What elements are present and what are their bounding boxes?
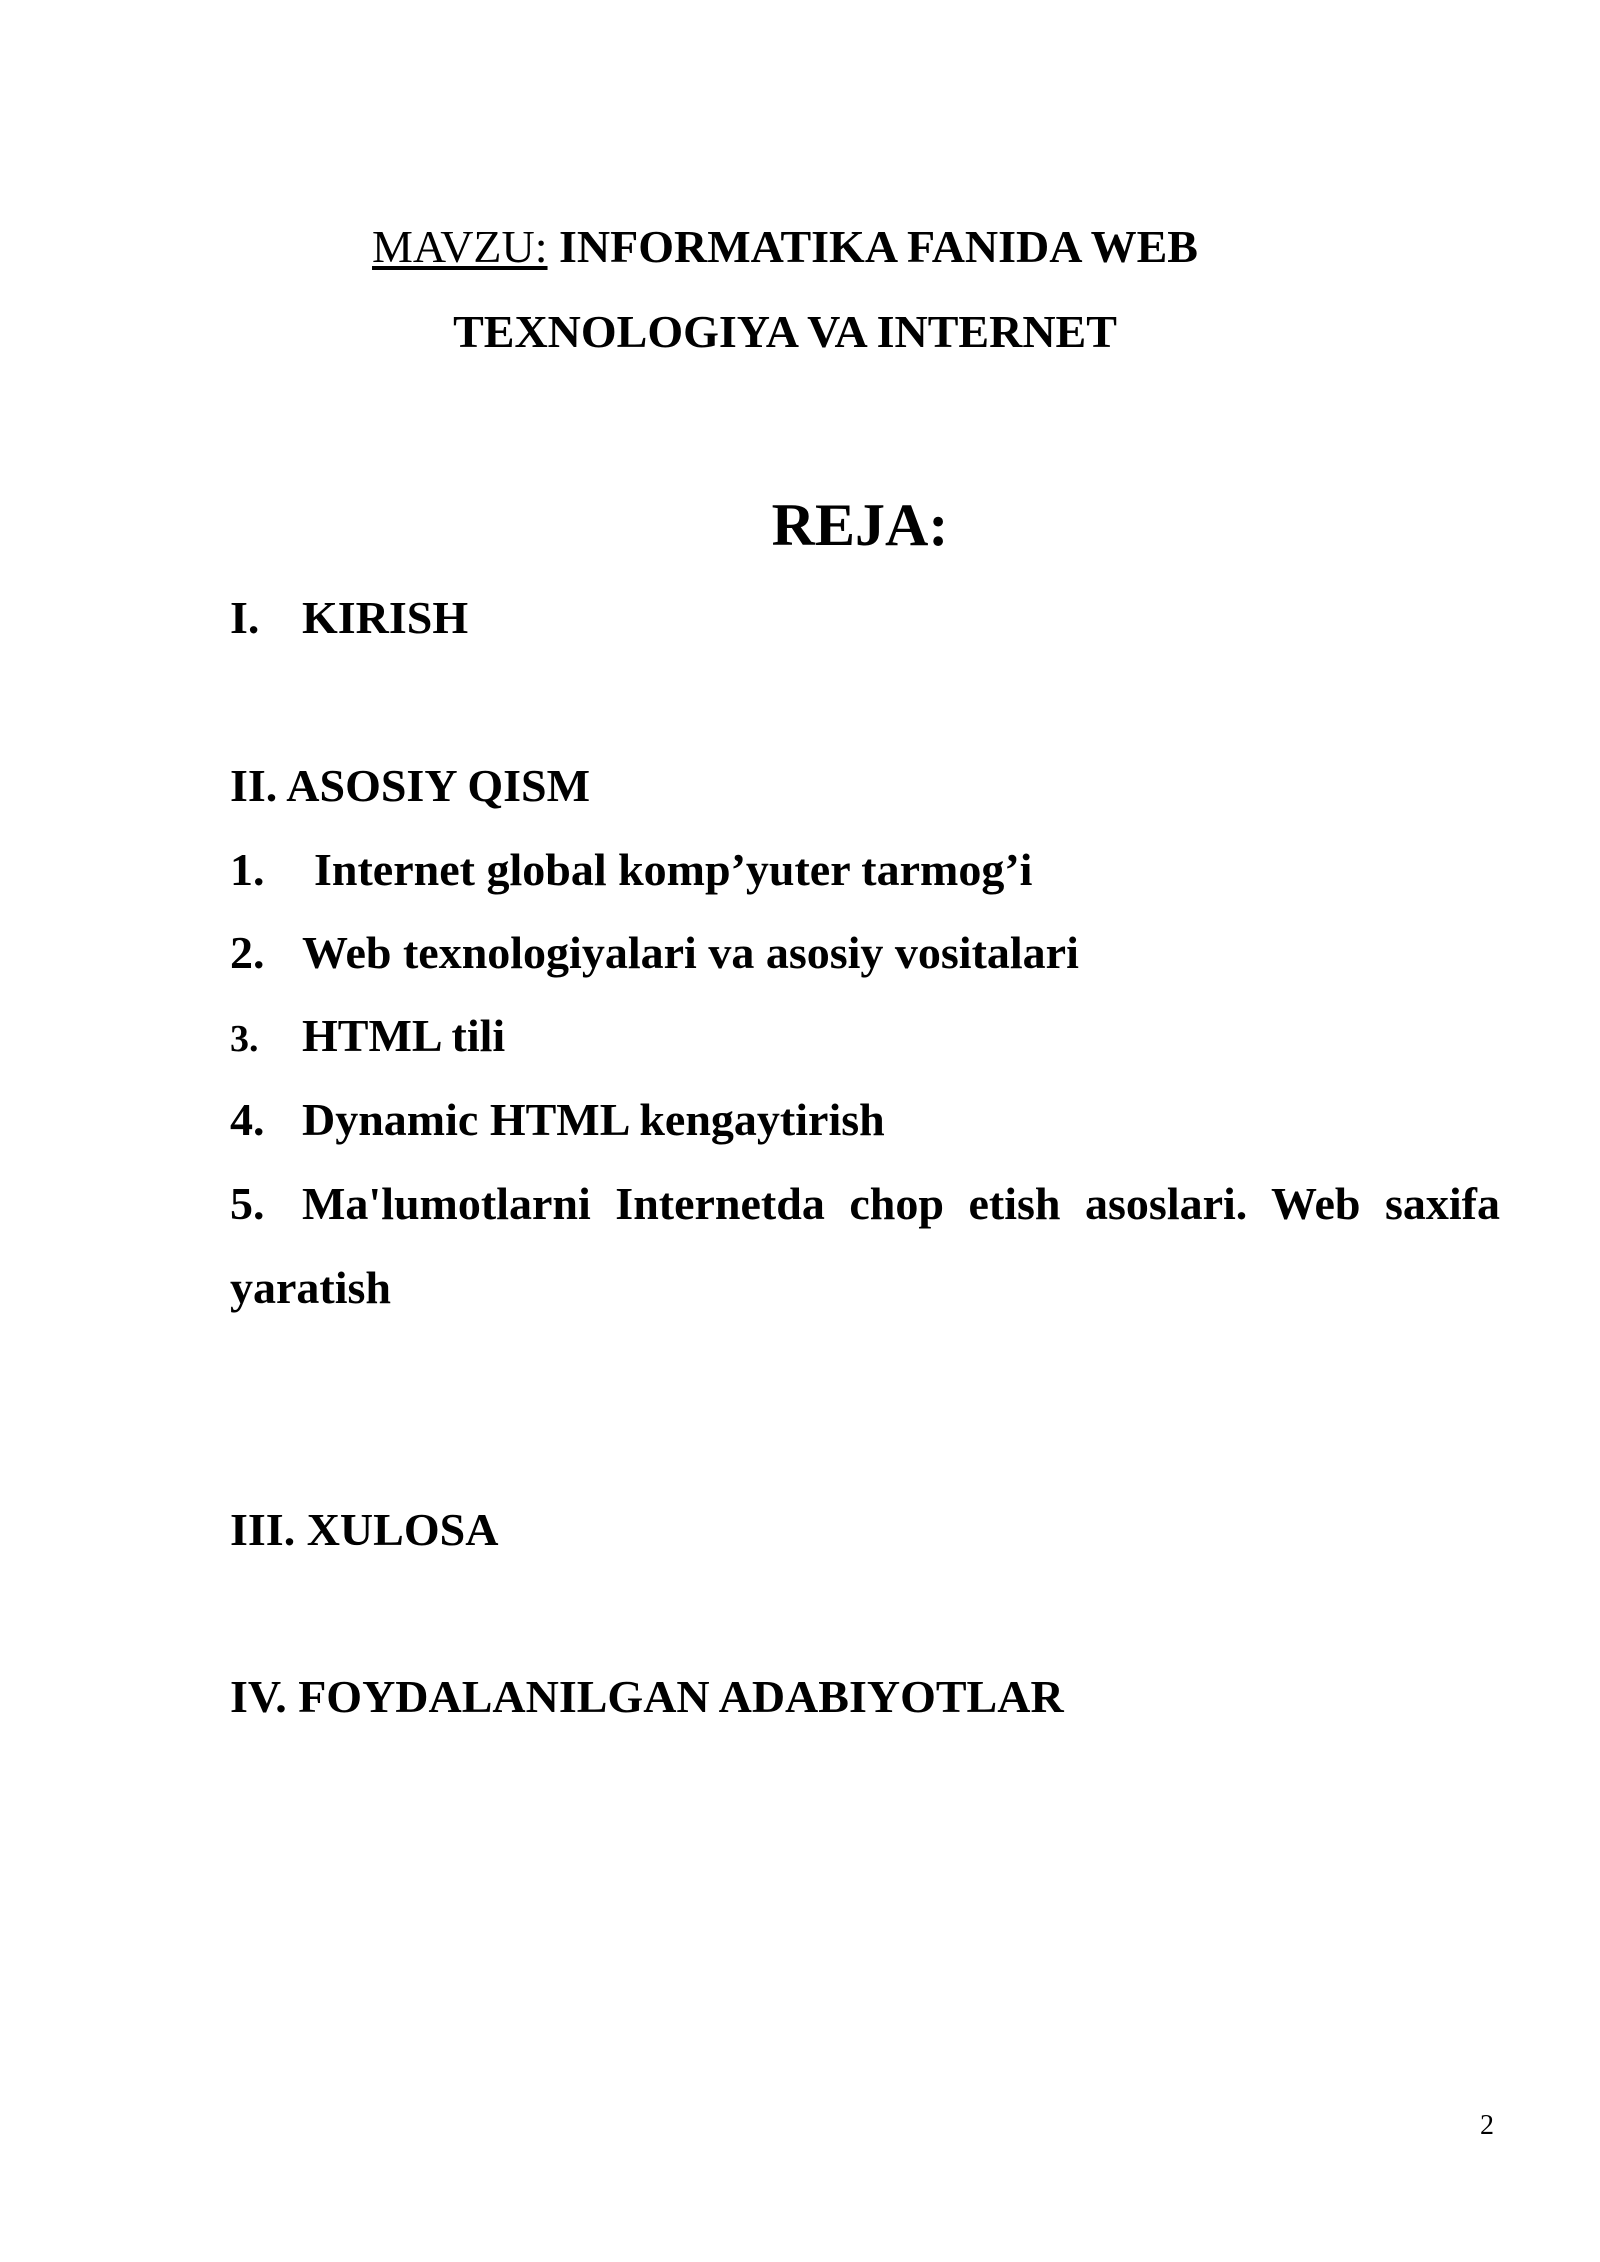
outline-item-1	[230, 840, 1500, 900]
outline-item-4	[230, 1090, 1500, 1150]
outline-item-5-label: Ma'lumotlarni Internetda chop etish asoslari. Web saxifa yaratish	[230, 1178, 1500, 1313]
outline-item-3-number: 3.	[230, 1018, 259, 1060]
topic-label: MAVZU:	[372, 221, 548, 272]
outline-item-4-label: Dynamic HTML kengaytirish	[302, 1094, 885, 1145]
outline-item-2	[230, 923, 1500, 983]
outline-intro-number: I.	[230, 592, 260, 643]
page-number: 2	[1480, 2110, 1494, 2141]
outline-item-2-number: 2.	[230, 927, 265, 978]
outline-item-3-label: HTML tili	[302, 1010, 506, 1061]
outline-item-5	[230, 1162, 1500, 1330]
outline-main-section: II. ASOSIY QISM	[230, 760, 591, 811]
outline-intro	[230, 588, 1500, 648]
topic-title-line-1	[0, 217, 1585, 277]
outline-references: IV. FOYDALANILGAN ADABIYOTLAR	[230, 1671, 1064, 1722]
outline-item-1-label: Internet global komp’yuter tarmog’i	[314, 844, 1033, 895]
topic-title-line-2: TEXNOLOGIYA VA INTERNET	[453, 306, 1117, 357]
outline-item-5-number: 5.	[230, 1178, 265, 1229]
outline-intro-label: KIRISH	[302, 592, 469, 643]
outline-item-4-number: 4.	[230, 1094, 265, 1145]
outline-item-2-label: Web texnologiyalari va asosiy vositalari	[302, 927, 1079, 978]
outline-item-1-number: 1.	[230, 844, 265, 895]
topic-title-text-1: INFORMATIKA FANIDA WEB	[547, 221, 1198, 272]
outline-item-3	[230, 1006, 1500, 1069]
plan-heading: REJA:	[771, 492, 949, 558]
outline-conclusion: III. XULOSA	[230, 1504, 499, 1555]
